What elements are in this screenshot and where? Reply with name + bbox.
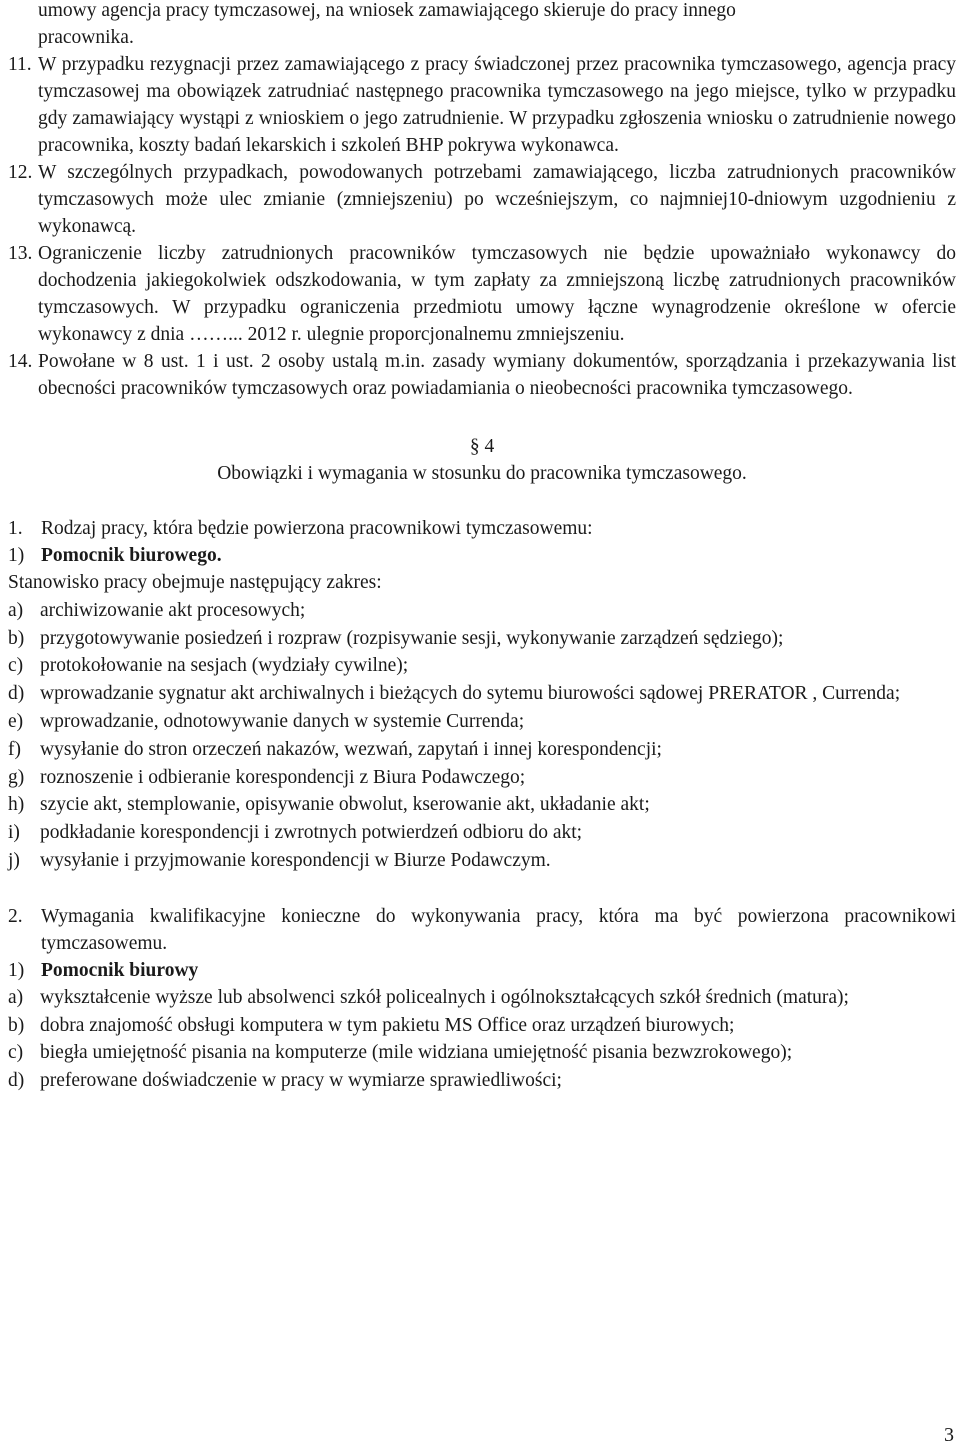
clause-number: 13. bbox=[8, 243, 33, 264]
part2-heading bbox=[8, 903, 956, 957]
list-item-label: b) bbox=[8, 1014, 25, 1036]
list-item-label: j) bbox=[8, 849, 20, 871]
list-item bbox=[8, 819, 956, 847]
part1-subheading bbox=[8, 542, 956, 569]
section-heading bbox=[8, 433, 956, 460]
continued-line-1: umowy agencja pracy tymczasowej, na wniosek zamawiającego skieruje do pracy innego bbox=[38, 0, 736, 21]
section-title: Obowiązki i wymagania w stosunku do pracownika tymczasowego. bbox=[217, 463, 747, 484]
part2-heading-text: Wymagania kwalifikacyjne konieczne do wykonywania pracy, która ma być powierzona pracownikowi tymczasowemu. bbox=[41, 905, 956, 954]
page-number: 3 bbox=[944, 1424, 954, 1446]
clause-12 bbox=[8, 159, 956, 240]
list-item-label: i) bbox=[8, 822, 20, 844]
list-item-label: e) bbox=[8, 710, 24, 732]
list-item bbox=[8, 1012, 956, 1040]
section-number: 4 bbox=[484, 436, 495, 457]
part2-subheading bbox=[8, 957, 956, 984]
list-item-text: archiwizowanie akt procesowych; bbox=[40, 599, 306, 621]
clause-text: Powołane w 8 ust. 1 i ust. 2 osoby ustalą m.in. zasady wymiany dokumentów, sporządzania i przekazywania list obecności pracowników tymczasowych oraz powiadamiania o nieobecności pracownika tymczasowego. bbox=[38, 351, 956, 399]
part1-sub-title: Pomocnik biurowego. bbox=[41, 545, 222, 566]
list-item bbox=[8, 708, 956, 736]
list-item bbox=[8, 984, 956, 1012]
clause-text: W przypadku rezygnacji przez zamawiającego z pracy świadczonej przez pracownika tymczasowego, agencja pracy tymczasowej ma obowiązek zatrudniać następnego pracownika tymczasowego na jego miejsce, tylko w przypadku gdy zamawiający wystąpi z wnioskiem o jego zatrudnienie. W przypadku zgłoszenia wniosku o zatrudnienie nowego pracownika, koszty badań lekarskich i szkoleń BHP pokrywa wykonawca. bbox=[38, 54, 956, 156]
clause-number: 11. bbox=[8, 54, 32, 75]
list-item-text: dobra znajomość obsługi komputera w tym pakietu MS Office oraz urządzeń biurowych; bbox=[40, 1014, 735, 1036]
list-item-text: wysyłanie i przyjmowanie korespondencji w Biurze Podawczym. bbox=[40, 849, 551, 871]
continued-line-2: pracownika. bbox=[38, 27, 134, 48]
list-item-text: protokołowanie na sesjach (wydziały cywilne); bbox=[40, 655, 409, 677]
list-item-label: g) bbox=[8, 766, 25, 788]
clause-number: 12. bbox=[8, 162, 33, 183]
list-item-text: biegła umiejętność pisania na komputerze (mile widziana umiejętność pisania bezwzrokowego); bbox=[40, 1042, 793, 1064]
part2-number: 2. bbox=[8, 905, 23, 927]
list-item-label: h) bbox=[8, 794, 25, 816]
list-item-label: d) bbox=[8, 1070, 25, 1092]
list-item-label: b) bbox=[8, 627, 25, 649]
clause-11 bbox=[8, 51, 956, 159]
part2-requirements-list bbox=[8, 984, 956, 1095]
list-item-label: c) bbox=[8, 655, 24, 677]
part1-duties-list bbox=[8, 597, 956, 875]
list-item bbox=[8, 1067, 956, 1095]
list-item bbox=[8, 791, 956, 819]
list-item bbox=[8, 680, 956, 708]
part1-intro: Stanowisko pracy obejmuje następujący zakres: bbox=[8, 572, 382, 593]
list-item-text: podkładanie korespondencji i zwrotnych potwierdzeń odbioru do akt; bbox=[40, 822, 583, 844]
list-item bbox=[8, 764, 956, 792]
part1-heading bbox=[8, 515, 956, 542]
continued-paragraph bbox=[8, 0, 956, 51]
list-item-label: d) bbox=[8, 683, 25, 705]
part1-sub-number: 1) bbox=[8, 545, 25, 566]
list-item-label: c) bbox=[8, 1042, 24, 1064]
list-item-label: a) bbox=[8, 599, 24, 621]
list-item-text: wprowadzanie sygnatur akt archiwalnych i bieżących do sytemu biurowości sądowej PRERATOR , Currenda; bbox=[40, 683, 901, 705]
list-item bbox=[8, 736, 956, 764]
list-item-text: przygotowywanie posiedzeń i rozpraw (rozpisywanie sesji, wykonywanie zarządzeń sędziego); bbox=[40, 627, 784, 649]
part1-number: 1. bbox=[8, 518, 23, 539]
list-item-text: preferowane doświadczenie w pracy w wymiarze sprawiedliwości; bbox=[40, 1070, 562, 1092]
clause-13 bbox=[8, 240, 956, 348]
list-item bbox=[8, 1039, 956, 1067]
list-item-label: a) bbox=[8, 986, 24, 1008]
list-item-text: szycie akt, stemplowanie, opisywanie obwolut, kserowanie akt, układanie akt; bbox=[40, 794, 650, 816]
part1-heading-text: Rodzaj pracy, która będzie powierzona pracownikowi tymczasowemu: bbox=[41, 518, 593, 539]
part2-sub-number: 1) bbox=[8, 959, 25, 981]
list-item bbox=[8, 625, 956, 653]
list-item-label: f) bbox=[8, 738, 21, 760]
list-item-text: wykształcenie wyższe lub absolwenci szkół policealnych i ogólnokształcących szkół średnich (matura); bbox=[40, 986, 849, 1008]
list-item-text: wysyłanie do stron orzeczeń nakazów, wezwań, zapytań i innej korespondencji; bbox=[40, 738, 662, 760]
list-item-text: roznoszenie i odbieranie korespondencji z Biura Podawczego; bbox=[40, 766, 526, 788]
part2-sub-title: Pomocnik biurowy bbox=[41, 959, 199, 981]
document-page bbox=[8, 0, 956, 1095]
list-item bbox=[8, 847, 956, 875]
list-item bbox=[8, 652, 956, 680]
clause-text: Ograniczenie liczby zatrudnionych pracowników tymczasowych nie będzie upoważniało wykonawcy do dochodzenia jakiegokolwiek odszkodowania, w tym zapłaty za zmniejszoną liczbę zatrudnionych pracowników tymczasowych. W przypadku ograniczenia przedmiotu umowy łączne wynagrodzenie określone w ofercie wykonawcy z dnia ……... 2012 r. ulegnie proporcjonalnemu zmniejszeniu. bbox=[38, 243, 956, 345]
clause-number: 14. bbox=[8, 351, 33, 372]
section-symbol: § bbox=[469, 436, 480, 457]
list-item-text: wprowadzanie, odnotowywanie danych w systemie Currenda; bbox=[40, 710, 525, 732]
clause-14 bbox=[8, 348, 956, 402]
list-item bbox=[8, 597, 956, 625]
clause-text: W szczególnych przypadkach, powodowanych potrzebami zamawiającego, liczba zatrudnionych pracowników tymczasowych może ulec zmianie (zmniejszeniu) po wcześniejszym, co najmniej10-dniowym uzgodnieniu z wykonawcą. bbox=[38, 162, 956, 237]
